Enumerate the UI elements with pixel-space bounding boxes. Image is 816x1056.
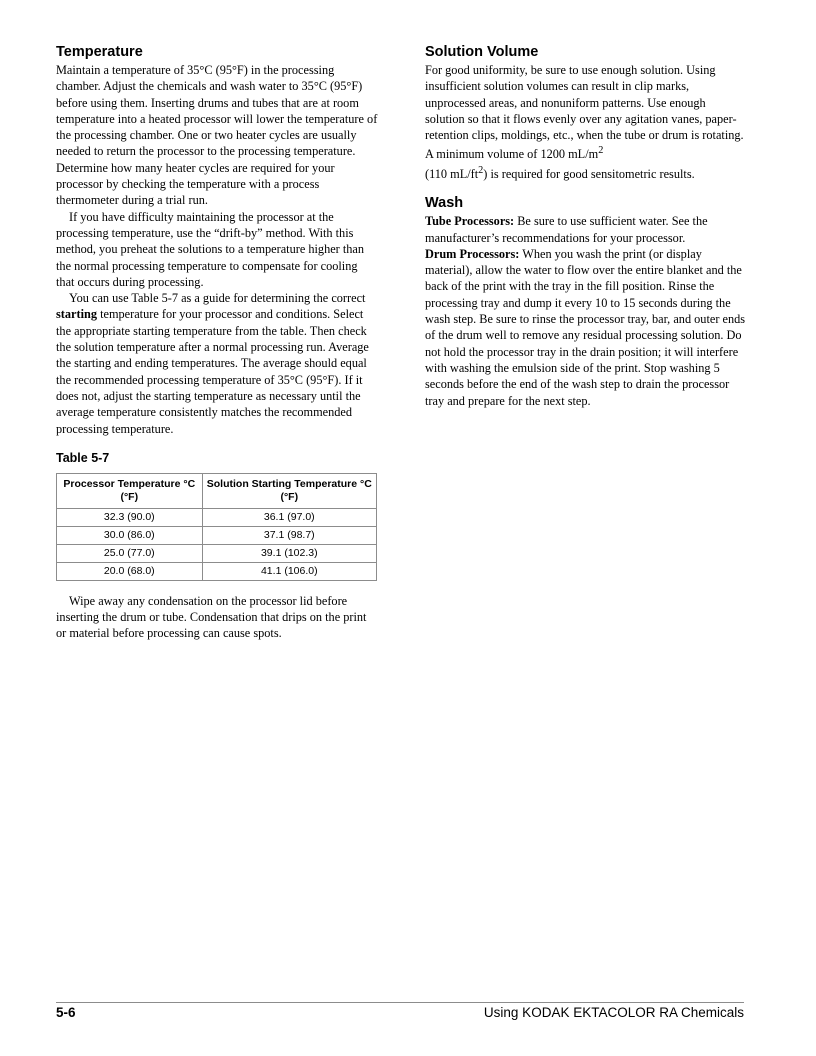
p3-post: temperature for your processor and conditions. Select the appropriate starting temperature from the table. Then check the solution temperature after a normal processing run. Average the starting and ending temperatures. The average should equal the recommended processing temperature of 35°C (95°F). If it does not, adjust the starting temperature as necessary until the average temperature consistently matches the recommended processing temperature.: [56, 307, 369, 436]
temperature-paragraph-1: Maintain a temperature of 35°C (95°F) in the processing chamber. Adjust the chemicals and wash water to 35°C (95°F) before using them. Inserting drums and tubes that are at room temperature into a heated processor will lower the temperature of the processing chamber. One or two heater cycles are usually needed to return the processor to the processing temperature. Determine how many heater cycles are required for your processor by checking the temperature with a process thermometer during a trial run.: [56, 63, 378, 208]
table-header-row: [57, 473, 377, 508]
solution-volume-heading: Solution Volume: [425, 44, 539, 60]
tube-label: Tube Processors:: [425, 214, 515, 229]
table-row: [57, 508, 377, 526]
table-row: [57, 562, 377, 580]
drum-processors-paragraph: [425, 246, 747, 409]
temperature-heading: Temperature: [56, 44, 143, 60]
table-row: [57, 526, 377, 544]
sv-text-c: ) is required for good sensitometric results.: [483, 166, 695, 181]
footer-title: Using KODAK EKTACOLOR RA Chemicals: [483, 1005, 744, 1020]
sv-sup-a: 2: [598, 145, 604, 157]
sv-text-a: For good uniformity, be sure to use enough solution. Using insufficient solution volumes can result in clip marks, unprocessed areas, and nonuniform patterns. Use enough solution so that it flows evenly over any agitation vanes, paper-retention clips, moldings, etc., when the tube or drum is rotating. A minimum volume of 1200 mL/m: [425, 63, 744, 162]
drum-text: When you wash the print (or display material), allow the water to flow over the entire blanket and the back of the print with the tray in the fill position. Rinse the processing tray and dump it every 10 to 15 seconds during the wash step. Be sure to rinse the processor tray, bar, and outer ends of the drum well to remove any residual processing solution. Do not hold the processor tray in the drain position; it will interfere with washing the emulsion side of the print. Stop washing 5 seconds before the end of the wash step to drain the processor tray and prepare for the next step.: [425, 246, 746, 408]
sv-text-b: (110 mL/ft: [425, 166, 479, 181]
right-column: [425, 44, 747, 409]
page-number: 5-6: [56, 1005, 76, 1020]
table-cell: 36.1 (97.0): [202, 508, 376, 526]
table-row: [57, 544, 377, 562]
tube-text: Be sure to use sufficient water. See the manufacturer’s recommendations for your processor.: [425, 214, 708, 245]
temperature-table: [56, 473, 377, 581]
table-title: Table 5-7: [56, 450, 110, 465]
header-solution-temp: Solution Starting Temperature °C (°F): [202, 473, 376, 508]
table-cell: 25.0 (77.0): [57, 544, 203, 562]
wash-section: [425, 195, 747, 409]
solution-volume-paragraph: [425, 62, 747, 182]
sv-sup-b: 2: [478, 164, 484, 176]
table-cell: 39.1 (102.3): [202, 544, 376, 562]
wash-heading: Wash: [425, 195, 464, 212]
p3-pre: You can use Table 5-7 as a guide for determining the correct: [69, 291, 366, 306]
drum-label: Drum Processors:: [425, 246, 520, 261]
table-cell: 32.3 (90.0): [57, 508, 203, 526]
tube-processors-paragraph: [425, 213, 747, 246]
table-cell: 30.0 (86.0): [57, 526, 203, 544]
temperature-paragraph-2: If you have difficulty maintaining the processor at the processing temperature, use the “drift-by” method. With this method, you preheat the solutions to a temperature higher than the normal processing temperature to compensate for cooling that occurs during processing.: [56, 209, 365, 289]
condensation-paragraph: Wipe away any condensation on the processor lid before inserting the drum or tube. Condensation that drips on the print or material before processing can cause spots.: [56, 593, 367, 641]
temperature-paragraph-3: [56, 290, 378, 437]
table-cell: 41.1 (106.0): [202, 562, 376, 580]
left-column: [56, 44, 378, 642]
table-cell: 20.0 (68.0): [57, 562, 203, 580]
starting-emphasis: starting: [56, 307, 97, 322]
table-cell: 37.1 (98.7): [202, 526, 376, 544]
header-processor-temp: Processor Temperature °C (°F): [57, 473, 203, 508]
footer-divider: [56, 1002, 744, 1003]
